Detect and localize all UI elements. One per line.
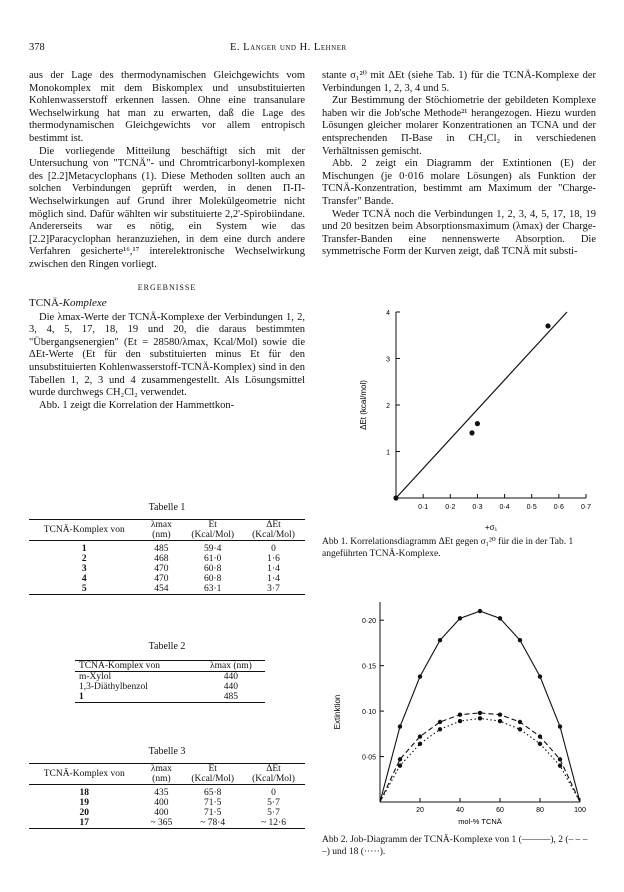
x-tick-label: 0·6 — [553, 504, 564, 511]
data-point — [398, 757, 402, 761]
table-cell: 468 — [154, 554, 169, 564]
y-tick-label: 1 — [386, 449, 390, 457]
x-tick-label: 0·3 — [472, 504, 483, 511]
data-point — [438, 638, 442, 642]
x-axis-label: +σ₁ — [484, 523, 498, 532]
table-cell: 17 — [79, 818, 89, 828]
data-point — [558, 724, 562, 728]
series-line-dotted — [380, 718, 580, 802]
data-point — [438, 727, 442, 731]
x-axis-label: mol-% TCNÄ — [458, 817, 502, 826]
table-cell: 1·4 — [267, 564, 280, 574]
x-tick-label: 60 — [496, 807, 504, 814]
table-row — [29, 574, 305, 584]
table-cell: 1 — [81, 544, 87, 554]
table1-title: Tabelle 1 — [148, 502, 186, 513]
table3-header: Et (Kcal/Mol) — [191, 764, 235, 784]
x-tick-label: 0·5 — [526, 504, 537, 511]
subheading-prefix: TCNÄ- — [29, 297, 63, 310]
x-tick-label: 100 — [574, 807, 586, 814]
table-cell: 5 — [81, 584, 87, 594]
table-cell: ~ 365 — [150, 818, 173, 828]
table2 — [75, 660, 265, 703]
figure-1-caption: Abb 1. Korrelationsdiagramm ΔEt gegen σ₁²⁰ für die in der Tab. 1 angeführten TCNÄ-Komplexe. — [322, 537, 574, 559]
section-heading: ERGEBNISSE — [137, 282, 197, 292]
data-point — [398, 763, 402, 767]
x-tick-label: 0·2 — [445, 504, 456, 511]
table-cell: 454 — [154, 584, 169, 594]
table-cell: 1·6 — [267, 554, 280, 564]
table3-header: ΔEt (Kcal/Mol) — [252, 764, 295, 784]
table1-header: ΔEt (Kcal/Mol) — [252, 520, 295, 540]
y-axis-label: Extinktion — [333, 694, 342, 730]
data-point — [418, 734, 422, 738]
data-point — [418, 674, 422, 678]
data-point — [458, 719, 462, 723]
data-point — [538, 742, 542, 746]
table-cell: 4 — [81, 574, 87, 584]
table-cell: 1·4 — [267, 574, 280, 584]
table-cell: 400 — [154, 798, 169, 808]
data-point — [518, 638, 522, 642]
data-point — [469, 430, 474, 435]
left-column — [29, 70, 305, 412]
right-para-4: Weder TCNÄ noch die Verbindungen 1, 2, 3, 4, 5, 17, 18, 19 und 20 besitzen beim Absorptionsmaximum (λmax) der Charge-Transfer-Banden eine nennenswerte Absorption. Die symmetrische Form der Kurven zeigt, daß TCNÄ mit substi- — [322, 208, 596, 258]
y-tick-label: 0·05 — [361, 754, 376, 762]
fit-line — [396, 312, 567, 498]
y-tick-label: 2 — [386, 403, 390, 410]
table-cell: 485 — [223, 692, 239, 702]
y-tick-label: 0·15 — [361, 663, 376, 671]
table2-header: TCNÄ-Komplex von — [79, 661, 161, 671]
right-para-2: Zur Bestimmung der Stöchiometrie der gebildeten Komplexe haben wir die Job'sche Methode²¹ herangezogen. Hiezu wurden Lösungen gleicher molarer Konzentrationen an TCNA und der entsprechenden Π-Base in CH₂Cl₂ in verschiedenen Verhältnissen gemischt. — [322, 95, 596, 157]
table2-header: λmax (nm) — [210, 661, 252, 671]
data-point — [545, 323, 550, 328]
fig2-plot — [333, 602, 586, 826]
y-tick-label: 3 — [386, 356, 390, 364]
right-column — [322, 70, 596, 259]
left-para-4: Abb. 1 zeigt die Korrelation der Hammettkon- — [39, 399, 235, 411]
table-cell: 440 — [223, 672, 239, 682]
data-point — [558, 763, 562, 767]
table-cell: 400 — [154, 808, 169, 818]
table-cell: 61·0 — [204, 554, 222, 564]
table3-header: TCNÄ-Komplex von — [43, 769, 125, 779]
table-cell: 0 — [271, 544, 276, 554]
data-point — [518, 720, 522, 724]
data-point — [418, 742, 422, 746]
table3-header: λmax (nm) — [150, 764, 172, 784]
right-para-3: Abb. 2 zeigt ein Diagramm der Extintionen (E) der Mischungen (je 0·016 molare Lösungen) als Funktion der TCNÄ-Konzentration, bestimmt am Maximum der "Charge-Transfer" Bande. — [322, 158, 596, 207]
table-cell: 19 — [79, 798, 89, 808]
running-header-authors: E. Langer und H. Lehner — [230, 42, 347, 53]
figure-2-caption: Abb 2. Job-Diagramm der TCNÄ-Komplexe von 1 (———), 2 (– – – –) und 18 (·····). — [322, 835, 588, 857]
table-cell: 5·7 — [267, 808, 280, 818]
table3 — [29, 763, 305, 829]
table-cell: 18 — [79, 788, 89, 798]
data-point — [538, 734, 542, 738]
left-para-3: Die λmax-Werte der TCNÄ-Komplexe der Verbindungen 1, 2, 3, 4, 5, 17, 18, 19 und 20, die daraus bestimmten "Übergangsenergien" (Et = 28580/λmax, Kcal/Mol) sowie die ΔEt-Werte (Et für den substituierten minus Et für den unsubstituierten Kohlenwasserstoff-TCNÄ-Komplex) sind in den Tabellen 1, 2, 3 und 4 zusammengestellt. Als Lösungsmittel wurde durchwegs CH₂Cl₂ verwendet. — [29, 311, 305, 399]
data-point — [518, 727, 522, 731]
y-tick-label: 4 — [386, 310, 390, 317]
data-point — [538, 674, 542, 678]
data-point — [475, 421, 480, 426]
table3-header-row — [29, 764, 305, 785]
table-cell: 470 — [154, 564, 169, 574]
fig1-plot — [359, 310, 591, 532]
table-cell: m-Xylol — [79, 672, 112, 682]
table1-header: λmax (nm) — [150, 520, 172, 540]
table2-title: Tabelle 2 — [148, 641, 186, 652]
table-cell: 60·8 — [204, 574, 222, 584]
x-tick-label: 20 — [416, 807, 424, 814]
y-axis-label: ΔEt (kcal/mol) — [359, 380, 368, 430]
table-cell: 5·7 — [267, 798, 280, 808]
table-row — [75, 682, 265, 692]
x-tick-label: 0·7 — [580, 504, 592, 511]
table-cell: 2 — [81, 554, 87, 564]
data-point — [498, 616, 502, 620]
subheading — [29, 297, 305, 310]
page-number: 378 — [29, 42, 45, 53]
data-point — [458, 713, 462, 717]
x-tick-label: 80 — [536, 807, 544, 814]
y-tick-label: 0·20 — [361, 618, 376, 626]
data-point — [478, 609, 482, 613]
left-para-1: aus der Lage des thermodynamischen Gleichgewichts vom Monokomplex mit dem Biskomplex und unsubstituierten Kohlenwasserstoff erkennen lassen. Ohne eine transanulare Wechselwirkung hat man zu erwarten, daß die Lage des thermodynamischen Gleichgewichts vor allem entropisch bestimmt ist. — [29, 70, 305, 144]
series-line-dashed — [380, 713, 580, 802]
table-cell: ~ 12·6 — [261, 818, 286, 828]
table-cell: 485 — [154, 544, 169, 554]
table-row — [29, 818, 305, 829]
subheading-italic: Komplexe — [62, 297, 107, 310]
table-cell: 59·4 — [204, 544, 222, 554]
data-point — [438, 720, 442, 724]
y-tick-label: 0·10 — [361, 709, 376, 717]
table-row — [29, 544, 305, 554]
table-cell: 71·5 — [204, 798, 222, 808]
data-point — [393, 495, 398, 500]
table-cell: 60·8 — [204, 564, 222, 574]
table-row — [75, 692, 265, 703]
table-cell: 1 — [79, 692, 84, 702]
table-row — [29, 564, 305, 574]
left-para-2: Die vorliegende Mitteilung beschäftigt sich mit der Untersuchung von "TCNÄ"- und Chromtricarbonyl-komplexen des [2.2]Metacyclophans (1). Diese Methoden sollten auch an solchen Verbindungen geprüft werden, in denen Π-Π-Wechselwirkungen auf Grund ihrer Molekülgeometrie nicht möglich sind. Dafür wählten wir substituierte 2,2'-Spirobiindane. Andererseits war es nötig, ein System wie das [2.2]Paracyclophan heranzuziehen, in dem eine durch andere Verfahren gesicherte¹⁶,¹⁷ interelektronische Wechselwirkung zwischen den Ringen vorliegt. — [29, 145, 305, 270]
table1-header: Et (Kcal/Mol) — [191, 520, 235, 540]
table1-header: TCNÄ-Komplex von — [43, 525, 125, 535]
table-row — [29, 554, 305, 564]
data-point — [478, 711, 482, 715]
table-cell: 1,3-Diäthylbenzol — [79, 682, 148, 692]
table1-header-row — [29, 520, 305, 541]
table-cell: 3 — [81, 564, 87, 574]
table-cell: 440 — [223, 682, 239, 692]
table-row — [29, 788, 305, 798]
table-cell: 0 — [271, 788, 276, 798]
table1 — [29, 519, 305, 595]
table-cell: 71·5 — [204, 808, 222, 818]
table2-header-row — [75, 661, 265, 672]
table-cell: 470 — [154, 574, 169, 584]
data-point — [498, 713, 502, 717]
table-row — [75, 672, 265, 683]
data-point — [478, 716, 482, 720]
data-point — [398, 724, 402, 728]
table-cell: 3·7 — [267, 584, 280, 594]
data-point — [558, 757, 562, 761]
table-cell: ~ 78·4 — [200, 818, 226, 828]
table3-title: Tabelle 3 — [148, 746, 186, 757]
right-para-1: stante σ₁²⁰ mit ΔEt (siehe Tab. 1) für die TCNÄ-Komplexe der Verbindungen 1, 2, 3, 4 und 5. — [322, 70, 596, 94]
table-row — [29, 584, 305, 595]
figure-2-chart — [318, 592, 608, 832]
data-point — [458, 616, 462, 620]
table-cell: 435 — [154, 788, 169, 798]
x-tick-label: 0·1 — [418, 504, 429, 511]
data-point — [498, 719, 502, 723]
x-tick-label: 0·4 — [499, 504, 510, 511]
table-row — [29, 798, 305, 808]
table-cell: 63·1 — [204, 584, 222, 594]
x-tick-label: 40 — [456, 807, 464, 814]
table-row — [29, 808, 305, 818]
series-line-solid — [380, 611, 580, 802]
table-cell: 65·8 — [204, 788, 222, 798]
figure-1-chart — [318, 300, 608, 538]
table-cell: 20 — [79, 808, 89, 818]
